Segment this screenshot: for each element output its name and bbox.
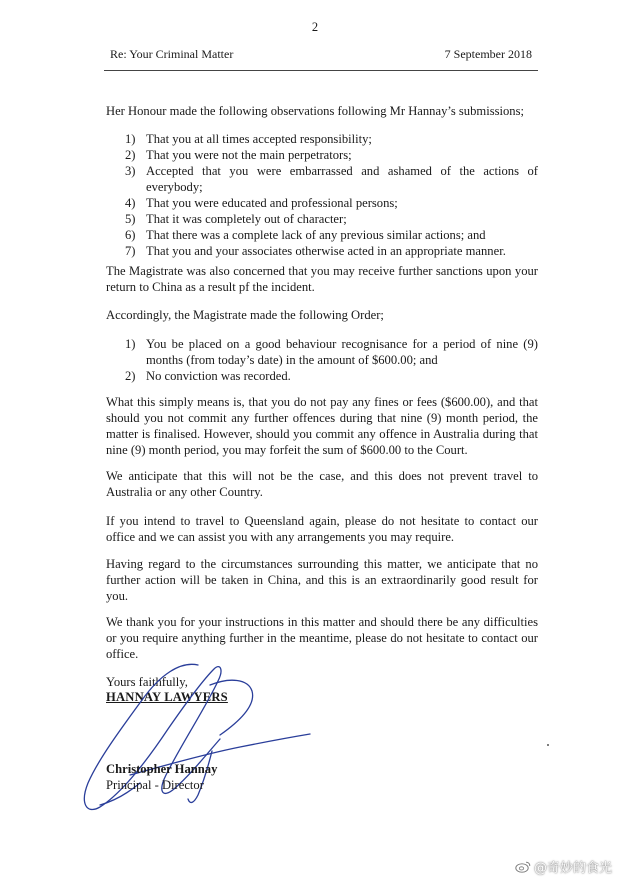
weibo-icon (515, 860, 531, 873)
list-item-text: Accepted that you were embarrassed and ashamed of the actions of everybody; (146, 164, 538, 194)
list-item-number: 4) (125, 196, 136, 210)
header-divider (104, 70, 538, 71)
list-item-number: 5) (125, 212, 136, 226)
list-item (106, 195, 538, 211)
handwritten-signature (70, 655, 320, 825)
signer-name: Christopher Hannay (106, 762, 218, 776)
list-item (106, 163, 538, 195)
queensland-paragraph: If you intend to travel to Queensland again, please do not hesitate to contact our office and we can assist you with any arrangements you may require. (106, 514, 538, 544)
list-item-number: 1) (125, 132, 136, 146)
list-item (106, 336, 538, 368)
list-item (106, 368, 538, 384)
observations-list (106, 131, 538, 259)
closing-salutation: Yours faithfully, (106, 675, 188, 689)
list-item-text: That you were not the main perpetrators; (146, 148, 352, 162)
list-item (106, 243, 538, 259)
list-item-text: You be placed on a good behaviour recognisance for a period of nine (9) months (from today’s date) in the amount of $600.00; and (146, 337, 538, 367)
list-item-text: That you were educated and professional persons; (146, 196, 398, 210)
list-item-text: That there was a complete lack of any previous similar actions; and (146, 228, 486, 242)
list-item-number: 2) (125, 148, 136, 162)
watermark-text: @奇妙的食光 (533, 861, 612, 876)
letter-date: 7 September 2018 (444, 47, 532, 61)
list-item-text: No conviction was recorded. (146, 369, 291, 383)
list-item (106, 211, 538, 227)
list-item-number: 2) (125, 369, 136, 383)
signer-title: Principal - Director (106, 778, 204, 792)
list-item-number: 7) (125, 244, 136, 258)
letter-subject: Re: Your Criminal Matter (110, 47, 234, 61)
list-item-number: 3) (125, 164, 136, 178)
watermark (515, 857, 612, 876)
anticipate-paragraph: We anticipate that this will not be the case, and this does not prevent travel to Australia or any other Country. (106, 469, 538, 499)
concern-paragraph: The Magistrate was also concerned that you may receive further sanctions upon your return to China as a result pf the incident. (106, 264, 538, 294)
list-item-number: 6) (125, 228, 136, 242)
meaning-paragraph: What this simply means is, that you do not pay any fines or fees ($600.00), and that should you not commit any further offences during that nine (9) month period, the matter is finalised. However, should you commit any offence in Australia during that nine (9) month period, you may forfeit the sum of $600.00 to the Court. (106, 395, 538, 457)
orders-list (106, 336, 538, 384)
list-item (106, 227, 538, 243)
list-item-number: 1) (125, 337, 136, 351)
observations-intro: Her Honour made the following observations following Mr Hannay’s submissions; (106, 104, 524, 118)
china-paragraph: Having regard to the circumstances surrounding this matter, we anticipate that no further action will be taken in China, and this is an extraordinarily good result for you. (106, 557, 538, 603)
speck (547, 744, 549, 746)
page-number: 2 (311, 20, 319, 34)
order-intro: Accordingly, the Magistrate made the following Order; (106, 308, 384, 322)
list-item-text: That it was completely out of character; (146, 212, 347, 226)
list-item-text: That you at all times accepted responsibility; (146, 132, 372, 146)
thanks-paragraph: We thank you for your instructions in this matter and should there be any difficulties or you require anything further in the meantime, please do not hesitate to contact our office. (106, 615, 538, 661)
list-item (106, 147, 538, 163)
list-item (106, 131, 538, 147)
firm-name: HANNAY LAWYERS (106, 690, 228, 704)
list-item-text: That you and your associates otherwise acted in an appropriate manner. (146, 244, 506, 258)
